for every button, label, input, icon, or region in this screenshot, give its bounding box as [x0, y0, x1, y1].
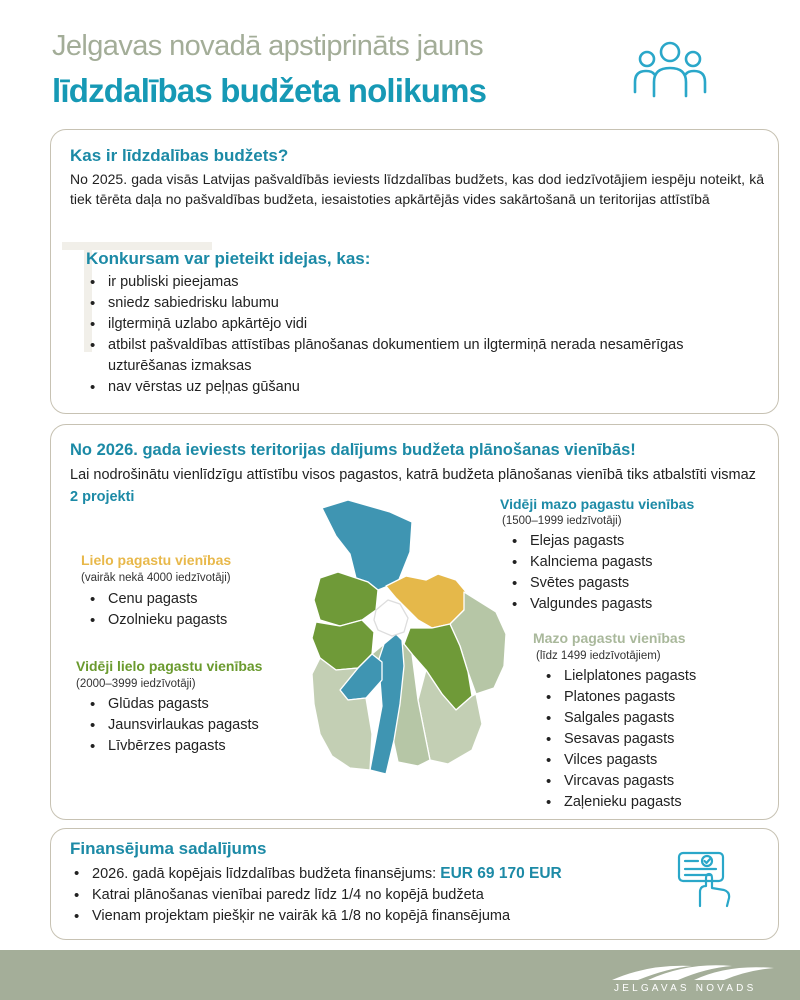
group-medium-large-subtitle: (2000–3999 iedzīvotāji)	[76, 678, 196, 690]
page-title-line1: Jelgavas novadā apstiprināts jauns	[52, 30, 483, 62]
list-item: • Vilces pagasts	[542, 750, 696, 771]
checklist-hand-icon	[676, 848, 734, 908]
list-item: • Platones pagasts	[542, 687, 696, 708]
users-group-icon	[632, 38, 708, 100]
ideas-criteria-list	[86, 272, 726, 398]
section3-heading: Finansējuma sadalījums	[70, 839, 267, 858]
list-item: • ir publiski pieejamas	[86, 272, 726, 293]
footer-logo-text: JELGAVAS NOVADS	[614, 983, 757, 994]
ideas-subheading: Konkursam var pieteikt idejas, kas:	[86, 249, 371, 268]
group-large-subtitle: (vairāk nekā 4000 iedzīvotāji)	[81, 572, 231, 584]
list-item: • Lielplatones pagasts	[542, 666, 696, 687]
page-title-line2: līdzdalības budžeta nolikums	[52, 72, 487, 109]
list-item: • atbilst pašvaldības attīstības plānošanas dokumentiem un ilgtermiņā nerada nesamērīgas uzturēšanas izmaksas	[86, 335, 706, 377]
list-item: • Vircavas pagasts	[542, 771, 696, 792]
list-item: • ilgtermiņā uzlabo apkārtējo vidi	[86, 314, 726, 335]
list-item: • Jaunsvirlaukas pagasts	[86, 715, 259, 736]
list-item: • Kalnciema pagasts	[508, 552, 653, 573]
financing-total-text: 2026. gadā kopējais līdzdalības budžeta finansējums:	[92, 866, 437, 882]
group-medium-large-title: Vidēji lielo pagastu vienības	[76, 658, 263, 674]
list-item: • sniedz sabiedrisku labumu	[86, 293, 726, 314]
group-small-subtitle: (līdz 1499 iedzīvotājiem)	[536, 650, 661, 662]
financing-total-amount: EUR 69 170 EUR	[440, 865, 562, 882]
section1-heading: Kas ir līdzdalības budžets?	[70, 146, 289, 165]
group-medium-small-list	[508, 531, 653, 615]
list-item: • Sesavas pagasts	[542, 729, 696, 750]
projects-highlight: 2 projekti	[70, 489, 135, 505]
list-item: • nav vērstas uz peļņas gūšanu	[86, 377, 726, 398]
list-item: • Glūdas pagasts	[86, 694, 259, 715]
group-medium-small-title: Vidēji mazo pagastu vienības	[500, 496, 695, 512]
group-large-title: Lielo pagastu vienības	[81, 552, 232, 568]
group-large-list	[86, 589, 227, 631]
financing-list	[70, 863, 562, 927]
list-item: • Salgales pagasts	[542, 708, 696, 729]
section1-paragraph: No 2025. gada visās Latvijas pašvaldībās ieviests līdzdalības budžets, kas dod iedzīvotājiem iespēju noteikt, kā tiek tērēta daļa no pašvaldības budžeta, iesaistoties apkārtējās vides sakārtošanā un teritorijas attīstībā	[70, 171, 764, 207]
section2-heading: No 2026. gada ieviests teritorijas dalījums budžeta plānošanas vienībās!	[70, 441, 636, 459]
list-item: • Svētes pagasts	[508, 573, 653, 594]
list-item: • Katrai plānošanas vienībai paredz līdz 1/4 no kopējā budžeta	[70, 885, 562, 906]
list-item: • Līvbērzes pagasts	[86, 736, 259, 757]
group-medium-small-subtitle: (1500–1999 iedzīvotāji)	[502, 515, 622, 527]
list-item: • Valgundes pagasts	[508, 594, 653, 615]
list-item: • Cenu pagasts	[86, 589, 227, 610]
group-small-list	[542, 666, 696, 813]
section2-paragraph-text: Lai nodrošinātu vienlīdzīgu attīstību visos pagastos, katrā budžeta plānošanas vienībā tiks atbalstīti vismaz	[70, 467, 756, 483]
list-item: • Elejas pagasts	[508, 531, 653, 552]
list-item: • Ozolnieku pagasts	[86, 610, 227, 631]
list-item	[70, 863, 562, 885]
list-item: • Zaļenieku pagasts	[542, 792, 696, 813]
list-item: • Vienam projektam piešķir ne vairāk kā 1/8 no kopējā finansējuma	[70, 906, 562, 927]
jelgava-region-map	[300, 494, 512, 780]
group-medium-large-list	[86, 694, 259, 757]
group-small-title: Mazo pagastu vienības	[533, 630, 686, 646]
